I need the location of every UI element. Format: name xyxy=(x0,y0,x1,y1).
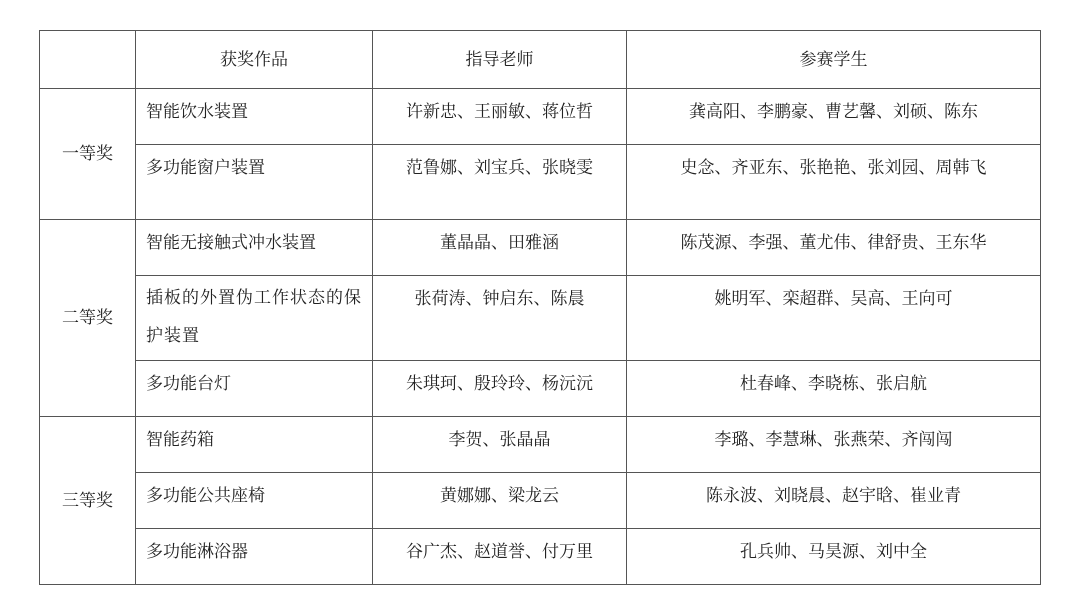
header-level-cell xyxy=(40,31,136,89)
awards-table xyxy=(39,30,1041,585)
teacher-cell: 谷广杰、赵道誉、付万里 xyxy=(373,529,627,585)
table-row xyxy=(40,220,1041,276)
table-header-row xyxy=(40,31,1041,89)
work-cell: 插板的外置伪工作状态的保护装置 xyxy=(136,276,373,361)
table-row xyxy=(40,473,1041,529)
student-cell: 史念、齐亚东、张艳艳、张刘园、周韩飞 xyxy=(627,145,1041,220)
award-level-third: 三等奖 xyxy=(40,417,136,585)
work-cell: 智能饮水装置 xyxy=(136,89,373,145)
header-teacher-cell: 指导老师 xyxy=(373,31,627,89)
table-row xyxy=(40,361,1041,417)
teacher-cell: 许新忠、王丽敏、蒋位哲 xyxy=(373,89,627,145)
teacher-cell: 黄娜娜、梁龙云 xyxy=(373,473,627,529)
table-row xyxy=(40,89,1041,145)
header-work-cell: 获奖作品 xyxy=(136,31,373,89)
table-row xyxy=(40,417,1041,473)
student-cell: 陈永波、刘晓晨、赵宇晗、崔业青 xyxy=(627,473,1041,529)
student-cell: 陈茂源、李强、董尤伟、律舒贵、王东华 xyxy=(627,220,1041,276)
work-cell: 智能无接触式冲水装置 xyxy=(136,220,373,276)
teacher-cell: 朱琪珂、殷玲玲、杨沅沅 xyxy=(373,361,627,417)
work-cell: 多功能公共座椅 xyxy=(136,473,373,529)
work-cell: 多功能台灯 xyxy=(136,361,373,417)
header-student-cell: 参赛学生 xyxy=(627,31,1041,89)
work-cell: 智能药箱 xyxy=(136,417,373,473)
table-row xyxy=(40,145,1041,220)
work-cell: 多功能淋浴器 xyxy=(136,529,373,585)
award-level-second: 二等奖 xyxy=(40,220,136,417)
table-row xyxy=(40,529,1041,585)
teacher-cell: 李贺、张晶晶 xyxy=(373,417,627,473)
teacher-cell: 董晶晶、田雅涵 xyxy=(373,220,627,276)
student-cell: 杜春峰、李晓栋、张启航 xyxy=(627,361,1041,417)
table-row xyxy=(40,276,1041,361)
teacher-cell: 范鲁娜、刘宝兵、张晓雯 xyxy=(373,145,627,220)
student-cell: 孔兵帅、马昊源、刘中全 xyxy=(627,529,1041,585)
student-cell: 龚高阳、李鹏豪、曹艺馨、刘硕、陈东 xyxy=(627,89,1041,145)
teacher-cell: 张荷涛、钟启东、陈晨 xyxy=(373,276,627,361)
student-cell: 姚明军、栾超群、吴高、王向可 xyxy=(627,276,1041,361)
student-cell: 李璐、李慧琳、张燕荣、齐闯闯 xyxy=(627,417,1041,473)
work-cell: 多功能窗户装置 xyxy=(136,145,373,220)
award-level-first: 一等奖 xyxy=(40,89,136,220)
